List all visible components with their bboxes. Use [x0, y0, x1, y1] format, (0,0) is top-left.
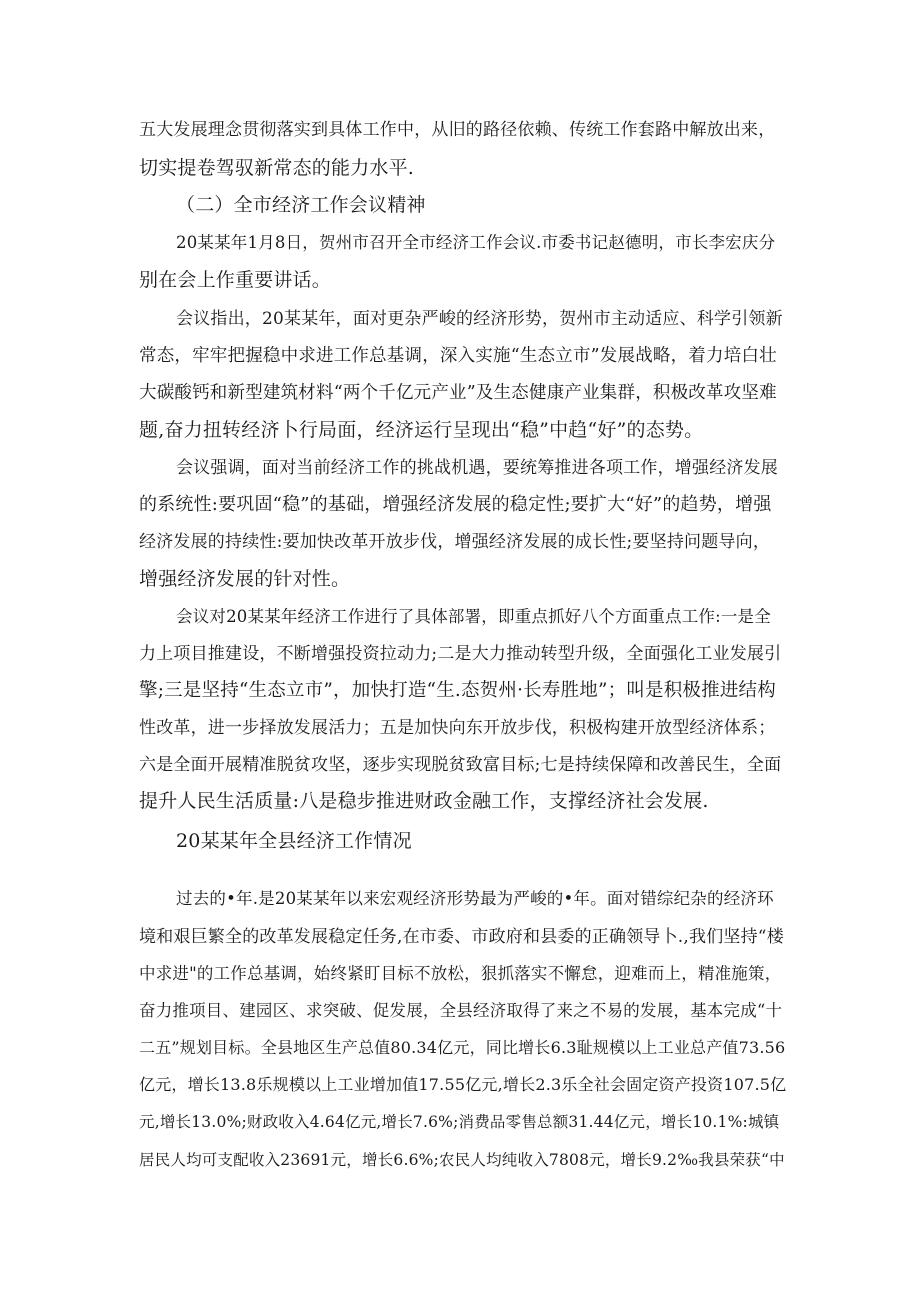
paragraph-line: 会议强调，面对当前经济工作的挑战机遇，要统筹推进各项工作，增强经济发展	[176, 458, 778, 478]
section-heading: 20某某年全县经济工作情况	[176, 830, 412, 852]
paragraph-line: 会议指出，20某某年，面对更杂严峻的经济形势，贺州市主动适应、科学引领新	[176, 309, 783, 329]
paragraph-line: 六是全面开展精准脱贫攻坚，逐步实现脱贫致富目标;七是持续保障和改善民生，全面	[139, 755, 782, 775]
paragraph-line: 别在会上作重要讲话。	[139, 269, 332, 291]
paragraph-line: 大碳酸钙和新型建筑材料“两个千亿元产业”及生态健康产业集群，积极改革攻坚难	[139, 383, 777, 403]
paragraph-line: 居民人均可支配收入23691元，增长6.6%;农民人均纯收入7808元，增长9.2‰我县荣获“中	[139, 1151, 785, 1169]
paragraph-line: 五大发展理念贯彻落实到具体工作中，从旧的路径依赖、传统工作套路中解放出来，	[139, 120, 776, 140]
paragraph-line: 二五”规划目标。全县地区生产总值80.34亿元，同比增长6.3耻规模以上工业总产值73.56	[139, 1038, 786, 1057]
paragraph-line: 奋力推项目、建园区、求突破、促发展，全县经济取得了来之不易的发展，基本完成“十	[139, 1001, 783, 1020]
paragraph-line: 经济发展的持续性:要加快改革开放步伐，增强经济发展的成长性;要坚持问题导向，	[139, 532, 771, 552]
paragraph-line: 性改革，进一步择放发展活力；五是加快向东开放步伐，积极构建开放型经济体系；	[139, 718, 776, 738]
paragraph-line: 会议对20某某年经济工作进行了具体部署，即重点抓好八个方面重点工作:一是全	[176, 607, 771, 626]
paragraph-line: 切实提卷驾驭新常态的能力水平.	[139, 157, 415, 179]
paragraph-line: 擎;三是坚持“生态立市”，加快打造“生.态贺州·长寿胜地”；叫是积极推进结构	[139, 680, 776, 701]
paragraph-line: 提升人民生活质量:八是稳步推进财政金融工作，支撑经济社会发展.	[139, 790, 709, 812]
paragraph-line: 亿元，增长13.8乐规模以上工业增加值17.55亿元,增长2.3乐全社会固定资产投资107.5亿	[139, 1075, 787, 1094]
paragraph-line: 力上项目推建设，不断增强投资拉动力;二是大力推动转型升级，全面强化工业发展引	[139, 644, 782, 664]
paragraph-line: 增强经济发展的针对性。	[139, 568, 351, 590]
paragraph-line: 境和艰巨繁全的改革发展稳定任务,在市委、市政府和县委的正确领导卜.,我们坚持“楼	[139, 927, 784, 947]
paragraph-line: 常态，牢牢把握稳中求进工作总基调，深入实施“生态立市”发展战略，着力培白壮	[139, 346, 777, 366]
paragraph-line: 中求进"的工作总基调，始终紧盯目标不放松，狠抓落实不懈怠，迎难而上，精准施策，	[139, 964, 782, 983]
paragraph-line: 题,奋力扭转经济卜行局面，经济运行呈现出“稳”中趋“好”的态势。	[139, 419, 704, 441]
paragraph-line: 的系统性:要巩固“稳”的基础，增强经济发展的稳定性;要扩大“好”的趋势，增强	[139, 494, 772, 515]
paragraph-line: 元,增长13.0%;财政收入4.64亿元,增长7.6%;消费品零售总额31.44亿元，增长10.1%:城镇	[139, 1113, 780, 1131]
paragraph-line: 20某某年1月8日，贺州市召开全市经济工作会议.市委书记赵德明，市长李宏庆分	[176, 233, 776, 252]
section-heading: （二）全市经济工作会议精神	[176, 194, 426, 216]
paragraph-line: 过去的•年.是20某某年以来宏观经济形势最为严峻的•年。面对错综纪杂的经济环	[176, 889, 774, 908]
